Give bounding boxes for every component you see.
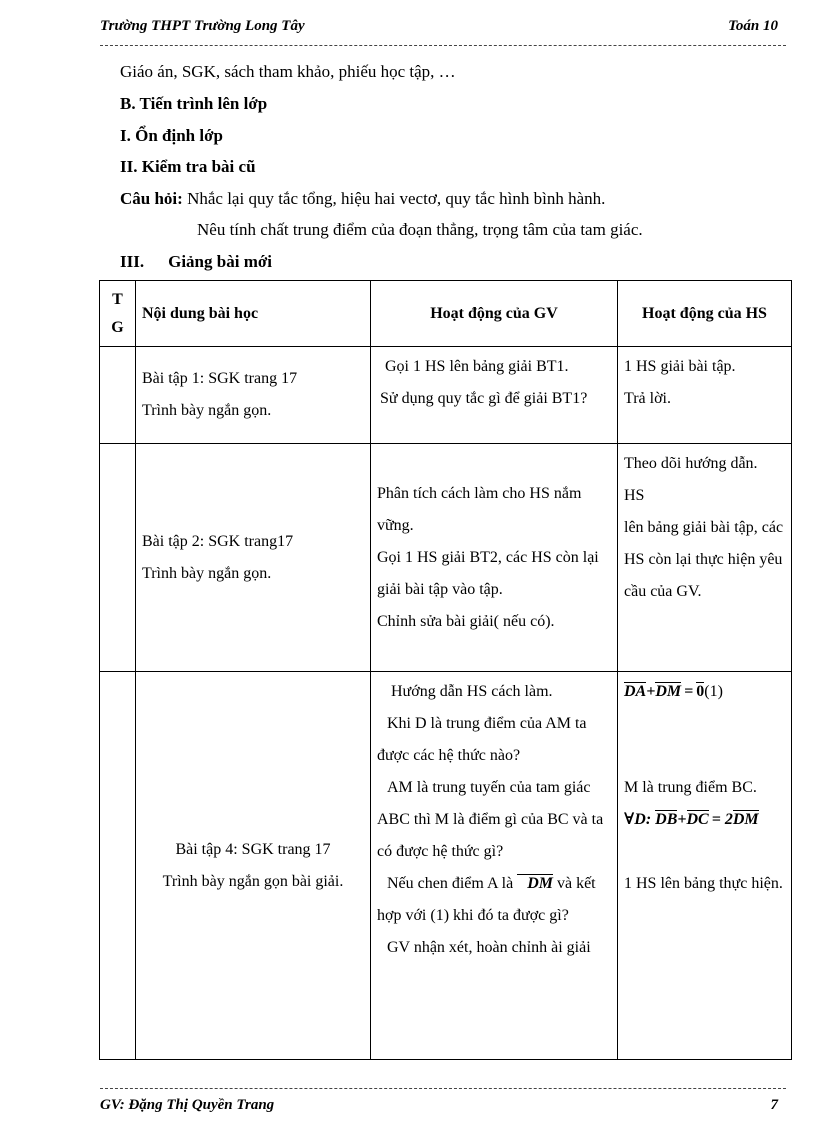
table-row bbox=[100, 444, 792, 672]
header-tg-t: T bbox=[112, 290, 123, 308]
row3-student bbox=[618, 672, 792, 1060]
row1-teacher-line: Gọi 1 HS lên bảng giải BT1. bbox=[385, 358, 569, 375]
row2-teacher-line: Phân tích cách làm cho HS nắm vững. bbox=[377, 484, 582, 534]
spacer bbox=[624, 708, 785, 772]
row2-teacher-line: Chỉnh sửa bài giải( nếu có). bbox=[377, 612, 555, 630]
equals-sign: = bbox=[684, 683, 694, 700]
question-2: Nêu tính chất trung điểm của đoạn thẳng, trọng tâm của tam giác. bbox=[197, 220, 643, 239]
equation-2 bbox=[624, 804, 785, 836]
vector-da: DA bbox=[624, 683, 647, 700]
question-1: Nhắc lại quy tắc tổng, hiệu hai vectơ, quy tắc hình bình hành. bbox=[182, 189, 606, 208]
vector-dm: DM bbox=[655, 683, 682, 700]
row3-teacher-t4-post: và kết hợp với (1) khi đó ta được gì? bbox=[377, 875, 596, 924]
row1-student-line: Trả lời. bbox=[624, 390, 671, 407]
row1-content-line: Trình bày ngắn gọn. bbox=[142, 402, 272, 419]
equation-tag: (1) bbox=[704, 683, 723, 700]
header-tg-g: G bbox=[111, 318, 124, 336]
header-divider bbox=[100, 45, 786, 46]
equation-1 bbox=[624, 676, 785, 708]
forall-d: ∀D: bbox=[624, 811, 652, 828]
table-row bbox=[100, 672, 792, 1060]
row1-tg bbox=[100, 347, 136, 444]
spacer bbox=[624, 836, 785, 868]
row1-content-line: Bài tập 1: SGK trang 17 bbox=[142, 370, 298, 387]
row2-student bbox=[618, 444, 792, 672]
teacher-name: GV: Đặng Thị Quyền Trang bbox=[100, 1097, 275, 1113]
page-footer bbox=[100, 1097, 778, 1114]
header-content: Nội dung bài học bbox=[136, 281, 371, 347]
table-row bbox=[100, 347, 792, 444]
row2-student-line: Theo dõi hướng dẫn. bbox=[624, 455, 758, 472]
plus-sign: + bbox=[677, 811, 687, 828]
row2-student-line: HS bbox=[624, 487, 645, 504]
table-header-row bbox=[100, 281, 792, 347]
vector-dm: DM bbox=[517, 874, 553, 892]
header-tg bbox=[100, 281, 136, 347]
row3-tg bbox=[100, 672, 136, 1060]
row2-student-line: lên bảng giải bài tập, các HS còn lại thực hiện yêu cầu của GV. bbox=[624, 519, 784, 600]
plus-sign: + bbox=[646, 683, 656, 700]
header-student: Hoạt động của HS bbox=[618, 281, 792, 347]
section-i-heading: I. Ổn định lớp bbox=[120, 126, 223, 145]
row3-teacher-line: Hướng dẫn HS cách làm. bbox=[391, 683, 553, 700]
subject-name: Toán 10 bbox=[728, 18, 778, 34]
row1-teacher bbox=[371, 347, 618, 444]
hs-action-text: 1 HS lên bảng thực hiện. bbox=[624, 875, 783, 892]
section-ii-heading: II. Kiểm tra bài cũ bbox=[120, 157, 256, 176]
row3-teacher-line: GV nhận xét, hoàn chỉnh ài giải bbox=[387, 939, 591, 956]
row1-content bbox=[136, 347, 371, 444]
footer-divider bbox=[100, 1088, 786, 1089]
zero-vector: 0 bbox=[696, 683, 705, 700]
row2-content-line: Bài tập 2: SGK trang17 bbox=[142, 532, 294, 550]
row3-teacher-line: Khi D là trung điểm của AM ta được các hệ thức nào? bbox=[377, 715, 587, 764]
section-iii-heading bbox=[120, 252, 272, 272]
row2-content bbox=[136, 444, 371, 672]
row1-teacher-line: Sử dụng quy tắc gì để giải BT1? bbox=[380, 390, 588, 407]
vector-dc: DC bbox=[686, 811, 709, 828]
row2-content-line: Trình bày ngắn gọn. bbox=[142, 564, 272, 582]
lesson-table bbox=[99, 280, 792, 1060]
row3-teacher-line: AM là trung tuyến của tam giác ABC thì M là điểm gì của BC và ta có được hệ thức gì? bbox=[377, 779, 604, 860]
vector-dm: DM bbox=[732, 811, 759, 828]
row3-content-line: Bài tập 4: SGK trang 17 bbox=[175, 840, 331, 858]
school-name: Trường THPT Trường Long Tây bbox=[100, 18, 305, 34]
row3-teacher-t4-pre: Nếu chen điểm A là bbox=[387, 875, 518, 892]
row2-teacher-line: Gọi 1 HS giải BT2, các HS còn lại giải bài tập vào tập. bbox=[377, 548, 599, 598]
row1-student-line: 1 HS giải bài tập. bbox=[624, 358, 736, 375]
materials-text: Giáo án, SGK, sách tham khảo, phiếu học tập, … bbox=[120, 62, 456, 81]
section-b-heading: B. Tiến trình lên lớp bbox=[120, 94, 268, 113]
row3-teacher bbox=[371, 672, 618, 1060]
row3-content-line: Trình bày ngắn gọn bài giải. bbox=[162, 872, 344, 890]
row3-content bbox=[136, 672, 371, 1060]
row2-teacher bbox=[371, 444, 618, 672]
page-header bbox=[100, 18, 778, 35]
row2-tg bbox=[100, 444, 136, 672]
row1-student bbox=[618, 347, 792, 444]
section-iii-number: III. bbox=[120, 252, 145, 271]
page-number: 7 bbox=[770, 1097, 778, 1113]
section-iii-title: Giảng bài mới bbox=[168, 252, 272, 271]
row3-teacher-line bbox=[377, 868, 611, 932]
question-label: Câu hỏi: bbox=[120, 189, 183, 208]
m-midpoint-text: M là trung điểm BC. bbox=[624, 779, 757, 796]
review-question bbox=[120, 189, 605, 209]
vector-db: DB bbox=[655, 811, 678, 828]
header-teacher: Hoạt động của GV bbox=[371, 281, 618, 347]
equals-two: = 2 bbox=[711, 811, 733, 828]
